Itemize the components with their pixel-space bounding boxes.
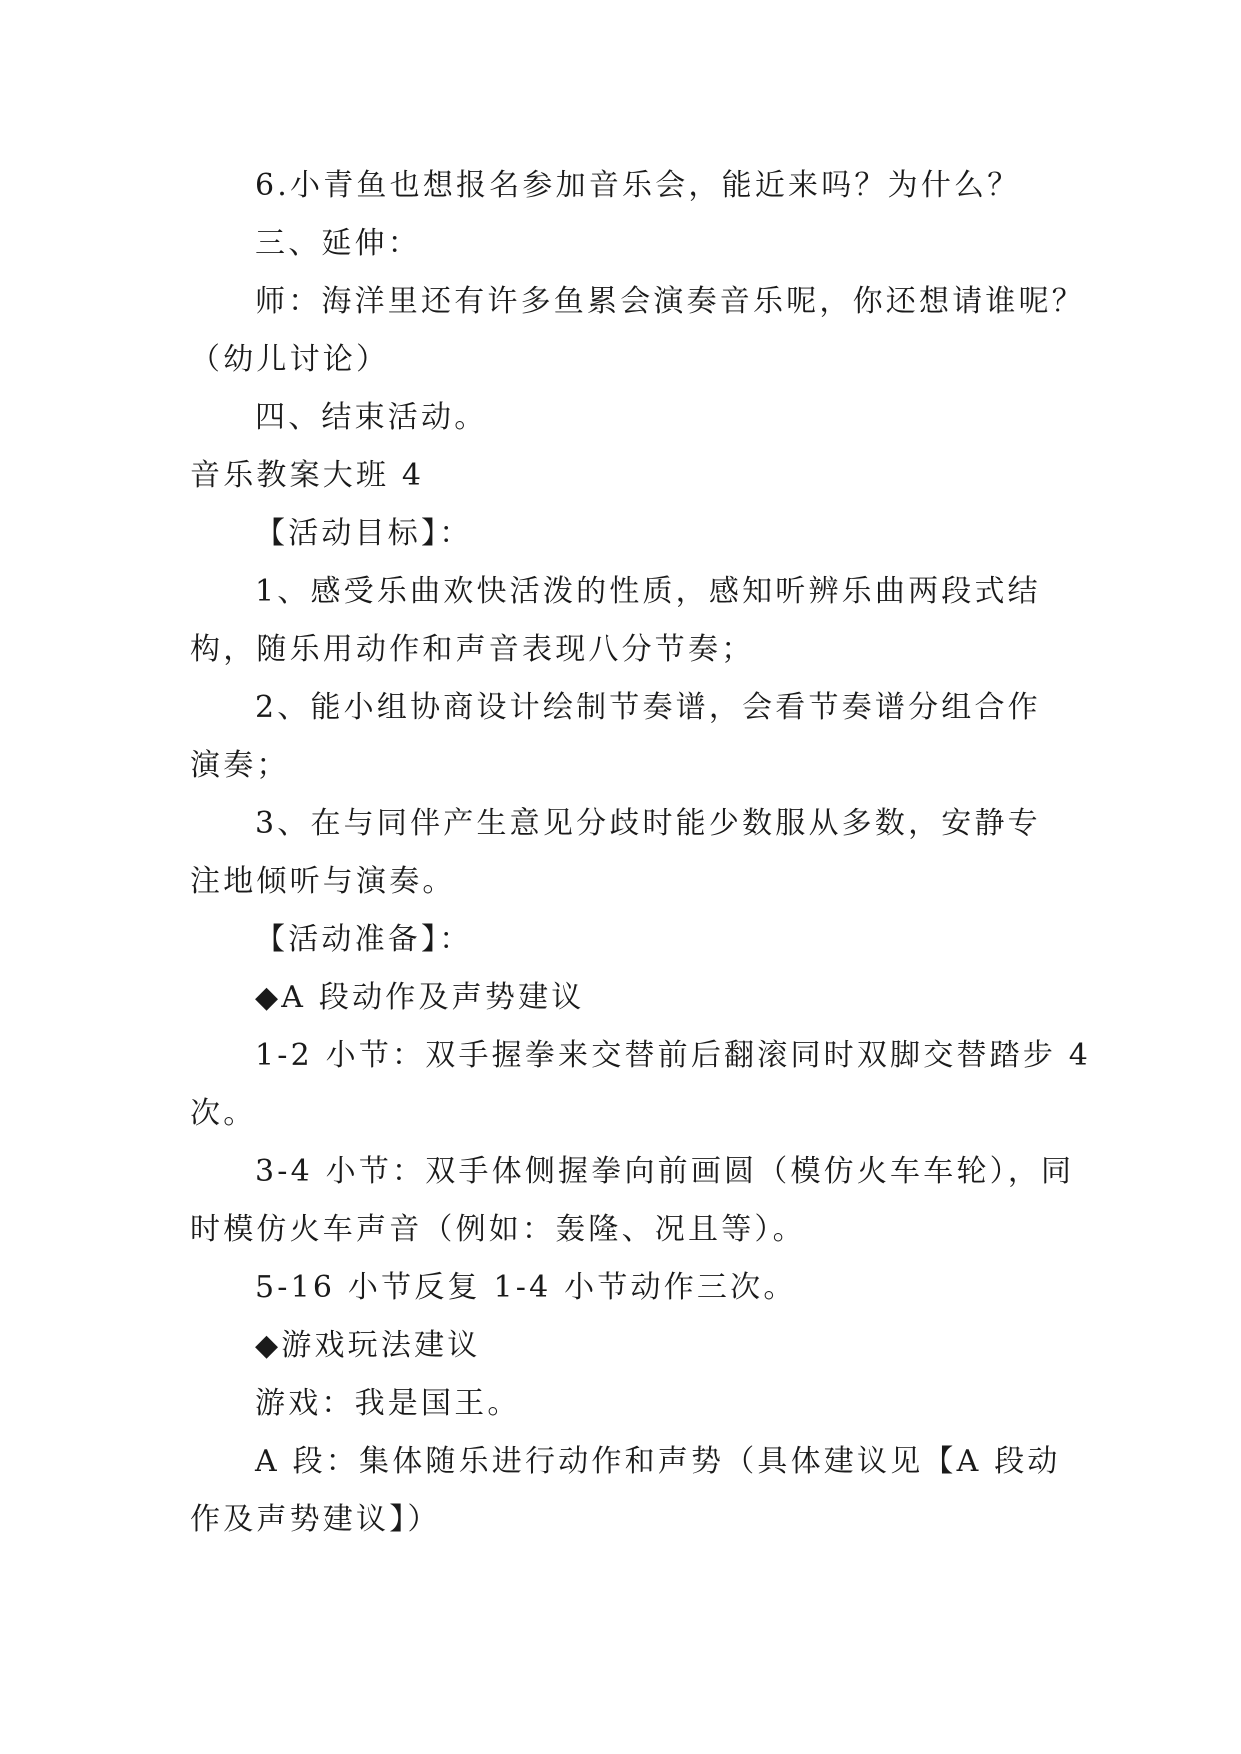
text-line: ◆游戏玩法建议 [255,1328,481,1363]
text-line: 师：海洋里还有许多鱼累会演奏音乐呢，你还想请谁呢？ [255,284,1085,319]
section-heading: 四、结束活动。 [255,400,488,435]
text-line: 3-4 小节：双手体侧握拳向前画圆（模仿火车车轮），同 [255,1154,1075,1189]
text-line: 演奏； [190,748,290,783]
text-line: 次。 [190,1096,257,1131]
text-line: 时模仿火车声音（例如：轰隆、况且等）。 [190,1212,806,1247]
text-line: 游戏：我是国王。 [255,1386,521,1421]
text-line: 构，随乐用动作和声音表现八分节奏； [190,632,755,667]
section-heading: 【活动准备】： [255,922,473,957]
text-line: 1-2 小节：双手握拳来交替前后翻滚同时双脚交替踏步 4 [255,1038,1092,1073]
text-line: 2、能小组协商设计绘制节奏谱，会看节奏谱分组合作 [255,690,1041,725]
text-line: （幼儿讨论） [190,342,390,377]
text-line: 6.小青鱼也想报名参加音乐会，能近来吗？为什么？ [255,168,1021,203]
text-line: 作及声势建议】） [190,1502,441,1537]
text-line: 1、感受乐曲欢快活泼的性质，感知听辨乐曲两段式结 [255,574,1041,609]
text-line: A 段：集体随乐进行动作和声势（具体建议见【A 段动 [255,1444,1061,1479]
text-line: 5-16 小节反复 1-4 小节动作三次。 [255,1270,797,1305]
lesson-title: 音乐教案大班 4 [190,458,425,493]
text-line: ◆A 段动作及声势建议 [255,980,585,1015]
text-line: 3、在与同伴产生意见分歧时能少数服从多数，安静专 [255,806,1041,841]
text-line: 注地倾听与演奏。 [190,864,456,899]
section-heading: 三、延伸： [255,226,421,261]
section-heading: 【活动目标】： [255,516,473,551]
